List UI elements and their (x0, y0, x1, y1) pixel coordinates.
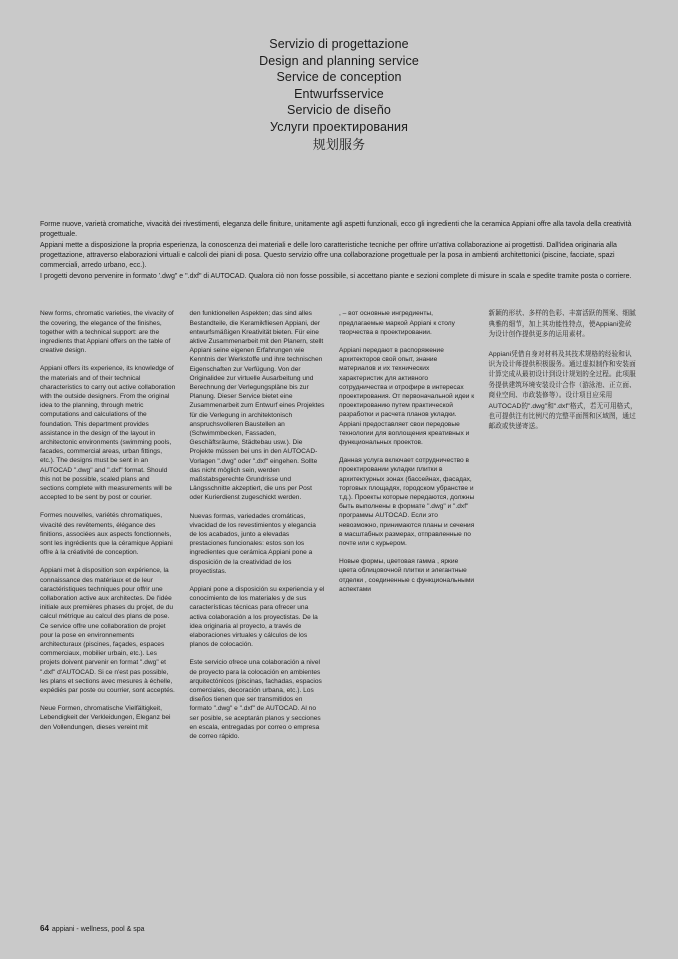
title-line-en: Design and planning service (259, 53, 419, 68)
paragraph-zh-2: Appiani凭借自身对材料及其技术规格的经验和认识为设计师提供积极服务。通过虚拟制作和安装面计算完成从最初设计到设计规划的全过程。此项服务提供建筑环境安装设计合作（游泳池、正立面、商业空间、市政装修等）。设计项目应采用AUTOCAD的".dwg"和".dxf"格式，若无可用格式，也可提供注有比例尺的完整平面图和区域图，通过邮政或快递寄送。 (488, 350, 637, 431)
column-english-french (40, 309, 190, 732)
body-columns (40, 309, 638, 741)
title-line-ru: Услуги проектирования (270, 119, 408, 134)
paragraph-de-1: Neue Formen, chromatische Vielfältigkeit, Lebendigkeit der Verkleidungen, Eleganz bei den Vollendungen, dieses vereint mit (40, 705, 171, 731)
paragraph-ru-2: Appiani передают в распоряжение архитекторов свой опыт, знание материалов и их технических характеристик для активного сотрудничества и отрофире в интересах проектирования. От первоначальной идеи к проектированию путем практической разработки и расчета планов укладки. Appiani предоставляет свои передовые технологии для воплощения креативных и функциональных проектов. (339, 346, 475, 446)
page-footer (40, 924, 145, 933)
intro-paragraph-2: Appiani mette a disposizione la propria esperienza, la conoscenza dei materiali e delle loro caratteristiche tecniche per offrire un'attiva collaborazione ai progettisti. Dall'idea originaria alla progettazione, attraverso elaborazioni virtuali e calcoli dei piani di posa. Questo servizio offre una collaborazione progettuale per la posa in ambienti architettonici (piscine, facciate, spazi commerciali, arredo urbano, ecc.). (40, 241, 617, 270)
footer-brand: appiani - wellness, pool & spa (51, 926, 145, 933)
paragraph-es-1: Nuevas formas, variedades cromáticas, vivacidad de los revestimientos y elegancia de los acabados, junto a elevadas prestaciones funcionales: estos son los ingredientes que cerámica Appiani pone a disposición de la creatividad de los proyectistas. (189, 512, 316, 575)
title-line-it: Servizio di progettazione (269, 37, 409, 51)
paragraph-ru-1: , – вот основные ингредиенты, предлагаемые маркой Appiani к столу творчества в проектировании. (339, 310, 455, 336)
paragraph-es-3: Este servicio ofrece una colaboración a nivel de proyecto para la colocación en ambientes arquitectónicos (piscinas, fachadas, espacios comerciales, decoración urbana, etc.). Los diseños tienen que ser transmitidos en formato ".dwg" e ".dxf" de AUTOCAD. Al no ser posible, se aceptarán planos y secciones en escala, entregadas por correo o empresa de correo rápido. (189, 659, 322, 741)
paragraph-ru-4: Новые формы, цветовая гамма , яркие цвета облицовочной плитки и элегантные отделки , соединенные с функциональными аспектами (339, 558, 475, 593)
title-line-es: Servicio de diseño (287, 103, 391, 118)
title-line-fr: Service de conception (276, 70, 402, 85)
column-german-spanish (190, 309, 340, 741)
page-number: 64 (40, 924, 49, 933)
paragraph-ru-3: Данная услуга включает сотрудничество в проектировании укладки плитки в архитектурных зонах (бассейнах, фасадах, торговых площадях, городском убранстве и т.д.). Проекты которые передаются, должны быть выполнены в формате ".dwg" и ".dxf" программы AUTOCAD. Если это невозможно, принимаются планы и сечения в масштабных размерах, отправленные по почте или с курьером. (339, 457, 475, 548)
paragraph-de-2: den funktionellen Aspekten; das sind alles Bestandteile, die Keramikfliesen Appiani, der entwurfsmäßigen Kreativität bieten. Für eine aktive Zusammenarbeit mit den Planern, stellt Appiani seine eigenen Erfahrungen wie Kenntnis der Werkstoffe und ihre technischen Eigenschaften zur Verfügung. Von der Originalidee zur virtuelle Ausarbeitung und Berechnung der Verlegungspläne bis zur Planung. Dieser Service bietet eine Zusammenarbeit zum Entwurf eines Projektes für die Verlegung in architektonisch anspruchsvolleren Baustellen an (Schwimmbecken, Fassaden, Geschäftsräume, Städtebau usw.). Die Projekte müssen bei uns in den AUTOCAD-Vorlagen ".dwg" oder ".dxf" eingehen. Sollte das nicht möglich sein, werden maßstabsgerechte Grundrisse und Längsschnitte akzeptiert, die uns per Post oder Kurierdienst zugeschickt werden. (189, 310, 325, 502)
title-line-zh: 规划服务 (312, 136, 366, 152)
paragraph-es-2: Appiani pone a disposición su experiencia y el conocimiento de los materiales y de sus características técnicas para ofrecer una activa colaboración a los proyectistas. De la idea originaria al proyecto, a través de elaboraciones virtuales y cálculos de los planos de colocación. (189, 586, 325, 649)
column-chinese (489, 309, 639, 432)
paragraph-fr-1: Formes nouvelles, variétés chromatiques, vivacité des revêtements, élégance des finitions, associées aux aspects fonctionnels, sont les ingrédients que la céramique Appiani offre à la créativité de conception. (40, 512, 173, 557)
intro-paragraph-1: Forme nuove, varietà cromatiche, vivacità dei rivestimenti, eleganza delle finiture, unitamente agli aspetti funzionali, ecco gli ingredienti che la ceramica Appiani offre alla tavola della creatività progettuale. (40, 220, 632, 238)
title-line-de: Entwurfsservice (294, 86, 384, 101)
column-russian (339, 309, 489, 594)
intro-block (40, 220, 638, 283)
paragraph-en-1: New forms, chromatic varieties, the vivacity of the covering, the elegance of the finishes, together with a technical support: are the ingredients that Appiani offers on the table of creative design. (40, 310, 174, 355)
paragraph-en-2: Appiani offers its experience, its knowledge of the materials and of their technical characteristics to carry out active collaboration with the outside designers. From the original idea to the planning, through metric computations and calculations of the foundation. This department provides assistance in the design of the layout in architectonic environments (swimming pools, facades, commercial areas, urban fittings, etc.). The designs must be sent in an AUTOCAD ".dwg" and ".dxf" format. Should this not be possible, scaled plans and sections complete with measurements will be accepted to be sent by post or courier. (40, 365, 176, 502)
paragraph-zh-1: 新颖的形状、多样的色彩、丰富活跃的图案、细腻典雅的细节，加上其功能性特点，使Appiani瓷砖为设计创作提供更多的运用素材。 (488, 310, 636, 339)
title-block (40, 0, 638, 154)
intro-paragraph-3: I progetti devono pervenire in formato '.dwg" e ".dxf" di AUTOCAD. Qualora ciò non fosse possibile, si accettano piante e sezioni complete di misure in scala e spedite tramite posta o corriere. (40, 273, 632, 281)
paragraph-fr-2: Appiani met à disposition son expérience, la connaissance des matériaux et de leur caractéristiques techniques pour offrir une collaboration active aux architectes. De l'idée initiale aux premières phases du projet, de du calcul métrique au calcul des plans de pose. Ce service offre une collaboration de projet pour la pose en environnements architecturaux (piscines, façades, espaces commerciaux, mobilier urbain, etc.). Les projets doivent parvenir en format ".dwg" et ".dxf" d'AUTOCAD. Si ce n'est pas possible, les plans et sections avec mesures à échelle, expédiés par poste ou courrier, sont acceptés. (40, 567, 175, 695)
